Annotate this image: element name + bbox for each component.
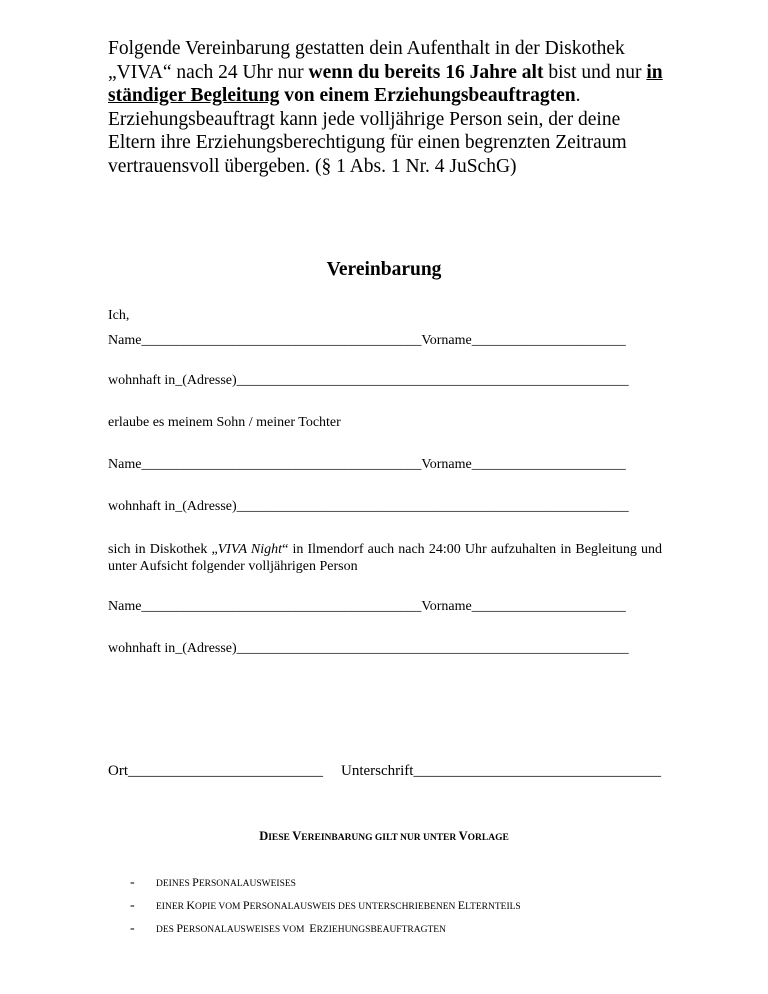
permission-text: erlaube es meinem Sohn / meiner Tochter [108,415,341,430]
document-title: Vereinbarung [326,259,442,280]
intro-text-2: bist und nur [543,61,647,83]
required-documents-list [130,871,521,940]
name-field-row-2[interactable]: Name________________________________________Vorname______________________ [108,457,626,472]
dash-bullet: - [130,921,135,936]
name-field-row-1[interactable]: Name________________________________________Vorname______________________ [108,333,626,348]
notice-heading-part: D [259,829,269,843]
notice-heading [0,829,768,844]
permission-paragraph-text-b: “ in Ilmendorf auch nach 24:00 Uhr aufzuhalten in Begleitung und unter Aufsicht folgender volljährigen Person [108,542,662,574]
notice-heading-part: V [292,829,302,843]
list-item: - DEINES PERSONALAUSWEISES [130,871,521,894]
list-item: - DES PERSONALAUSWEISES VOM ERZIEHUNGSBEAUFTRAGTEN [130,917,521,940]
ich-label: Ich, [108,308,130,323]
address-field-row-1[interactable]: wohnhaft in_(Adresse)________________________________________________________ [108,373,629,388]
permission-paragraph [108,541,662,575]
address-field-row-3[interactable]: wohnhaft in_(Adresse)________________________________________________________ [108,641,629,656]
intro-text-1: Folgende Vereinbarung gestatten dein Aufenthalt in der Diskothek „VIVA“ nach 24 Uhr nur [108,38,625,83]
notice-heading-part: V [458,829,468,843]
list-item: - EINER KOPIE VOM PERSONALAUSWEIS DES UNTERSCHRIEBENEN ELTERNTEILS [130,894,521,917]
signature-field[interactable]: Unterschrift_________________________________ [341,763,661,779]
intro-bold-guardian: von einem Erziehungsbeauftragten [279,85,576,106]
notice-heading-part: IESE [268,833,293,843]
place-field[interactable]: Ort__________________________ [108,763,323,779]
intro-text-3: . Erziehungsbeauftragt kann jede volljährige Person sein, der deine Eltern ihre Erziehungsberechtigung für einen begrenzten Zeitraum vertrauensvoll übergeben. (§ 1 Abs. 1 Nr. 4 JuSchG) [108,85,627,177]
intro-bold-underlined: in ständiger Begleitung [108,61,663,106]
venue-name-italic: VIVA Night [217,542,283,557]
intro-paragraph [108,37,668,178]
dash-bullet: - [130,898,135,913]
name-field-row-3[interactable]: Name________________________________________Vorname______________________ [108,599,626,614]
permission-paragraph-text-a: sich in Diskothek „ [108,542,218,557]
address-field-row-2[interactable]: wohnhaft in_(Adresse)________________________________________________________ [108,499,629,514]
notice-heading-part: ORLAGE [467,833,509,843]
notice-heading-part: EREINBARUNG GILT NUR UNTER [301,833,459,843]
dash-bullet: - [130,875,135,890]
intro-bold-age: wenn du bereits 16 Jahre alt [308,61,544,83]
